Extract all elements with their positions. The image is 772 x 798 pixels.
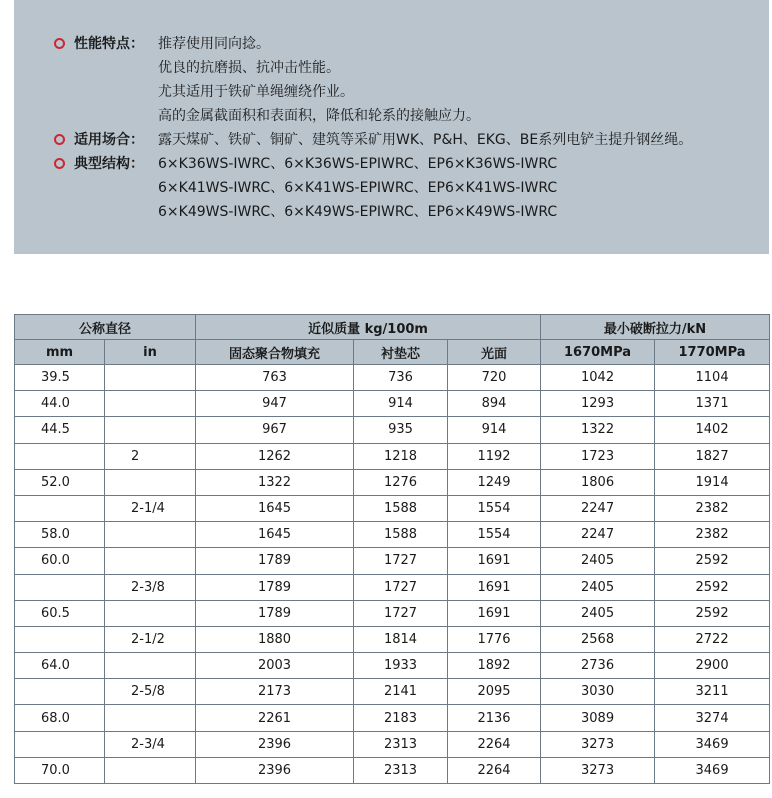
table-row [15,731,770,757]
spec-table [14,314,770,784]
cell-1770: 2382 [655,522,770,548]
table-row [15,574,770,600]
cell-solid: 947 [196,391,354,417]
cell-pad: 736 [354,365,448,391]
cell-in: 2-1/4 [105,495,196,521]
cell-solid: 1645 [196,522,354,548]
header-break: 最小破断拉力/kN [541,315,770,340]
feature-label: 性能特点： [74,36,144,52]
cell-1670: 2405 [541,548,655,574]
cell-pad: 914 [354,391,448,417]
cell-1670: 1322 [541,417,655,443]
cell-1770: 2382 [655,495,770,521]
cell-in [105,417,196,443]
header-mass: 近似质量 kg/100m [196,315,541,340]
cell-solid: 1789 [196,574,354,600]
cell-mm: 58.0 [15,522,105,548]
bullet-icon [54,134,65,145]
cell-bright: 914 [448,417,541,443]
cell-solid: 2396 [196,731,354,757]
header-mm: mm [15,340,105,365]
table-row [15,522,770,548]
cell-solid: 1645 [196,495,354,521]
cell-1670: 1723 [541,443,655,469]
feature-panel [14,0,769,254]
cell-pad: 1933 [354,653,448,679]
cell-1670: 1806 [541,469,655,495]
header-pad: 衬垫芯 [354,340,448,365]
bullet-icon [54,38,65,49]
cell-1770: 2592 [655,574,770,600]
cell-1770: 2592 [655,548,770,574]
header-solid: 固态聚合物填充 [196,340,354,365]
cell-pad: 2313 [354,731,448,757]
cell-1670: 2405 [541,574,655,600]
cell-1770: 1827 [655,443,770,469]
cell-bright: 720 [448,365,541,391]
cell-in: 2-1/2 [105,626,196,652]
table-row [15,417,770,443]
header-bright: 光面 [448,340,541,365]
cell-1770: 3211 [655,679,770,705]
cell-1770: 2900 [655,653,770,679]
cell-mm: 44.0 [15,391,105,417]
cell-solid: 2396 [196,757,354,783]
table-row [15,679,770,705]
table-row [15,653,770,679]
feature-line: 尤其适用于铁矿单绳缠绕作业。 [158,84,354,100]
cell-bright: 1892 [448,653,541,679]
cell-pad: 2141 [354,679,448,705]
cell-in [105,548,196,574]
table-row [15,757,770,783]
cell-in [105,600,196,626]
cell-mm: 52.0 [15,469,105,495]
cell-in: 2-3/8 [105,574,196,600]
cell-1670: 3089 [541,705,655,731]
table-row [15,705,770,731]
cell-solid: 2173 [196,679,354,705]
cell-mm: 60.5 [15,600,105,626]
cell-bright: 1554 [448,522,541,548]
cell-pad: 935 [354,417,448,443]
header-1770: 1770MPa [655,340,770,365]
cell-solid: 1322 [196,469,354,495]
cell-pad: 1276 [354,469,448,495]
cell-1770: 2592 [655,600,770,626]
cell-1670: 1042 [541,365,655,391]
cell-1670: 3273 [541,731,655,757]
group-header-row [15,315,770,340]
cell-bright: 1691 [448,548,541,574]
cell-solid: 2003 [196,653,354,679]
feature-line: 推荐使用同向捻。 [158,36,270,52]
spec-table-body [15,365,770,784]
cell-bright: 1192 [448,443,541,469]
cell-mm: 60.0 [15,548,105,574]
cell-mm [15,443,105,469]
cell-1770: 3469 [655,757,770,783]
feature-label: 典型结构： [74,156,144,172]
cell-in [105,522,196,548]
header-diameter: 公称直径 [15,315,196,340]
cell-in: 2-5/8 [105,679,196,705]
table-row [15,469,770,495]
table-row [15,548,770,574]
cell-mm: 64.0 [15,653,105,679]
cell-solid: 1789 [196,548,354,574]
header-1670: 1670MPa [541,340,655,365]
cell-1670: 2405 [541,600,655,626]
table-row [15,626,770,652]
cell-mm: 70.0 [15,757,105,783]
cell-mm: 44.5 [15,417,105,443]
cell-1770: 1104 [655,365,770,391]
cell-solid: 1789 [196,600,354,626]
cell-solid: 2261 [196,705,354,731]
cell-in [105,391,196,417]
cell-pad: 2313 [354,757,448,783]
cell-pad: 1814 [354,626,448,652]
sub-header-row [15,340,770,365]
cell-mm: 39.5 [15,365,105,391]
cell-pad: 1588 [354,495,448,521]
feature-line: 露天煤矿、铁矿、铜矿、建筑等采矿用WK、P&H、EKG、BE系列电铲主提升钢丝绳。 [158,132,693,148]
cell-mm [15,731,105,757]
cell-bright: 1554 [448,495,541,521]
cell-1670: 2568 [541,626,655,652]
table-row [15,600,770,626]
cell-bright: 2095 [448,679,541,705]
cell-solid: 763 [196,365,354,391]
table-row [15,495,770,521]
cell-1670: 1293 [541,391,655,417]
feature-label: 适用场合： [74,132,144,148]
cell-bright: 1691 [448,574,541,600]
cell-pad: 1727 [354,548,448,574]
cell-bright: 1776 [448,626,541,652]
cell-bright: 2264 [448,757,541,783]
cell-1770: 3274 [655,705,770,731]
cell-bright: 1691 [448,600,541,626]
cell-pad: 1727 [354,600,448,626]
cell-solid: 967 [196,417,354,443]
cell-mm [15,574,105,600]
cell-1670: 2247 [541,522,655,548]
feature-line: 优良的抗磨损、抗冲击性能。 [158,60,340,76]
cell-1770: 2722 [655,626,770,652]
table-row [15,365,770,391]
bullet-icon [54,158,65,169]
cell-in: 2 [105,443,196,469]
cell-pad: 1588 [354,522,448,548]
cell-in [105,365,196,391]
cell-1770: 1371 [655,391,770,417]
cell-bright: 1249 [448,469,541,495]
cell-in [105,469,196,495]
cell-1770: 1914 [655,469,770,495]
feature-line: 高的金属截面积和表面积，降低和轮系的接触应力。 [158,108,480,124]
cell-pad: 1727 [354,574,448,600]
cell-1770: 3469 [655,731,770,757]
cell-1670: 2247 [541,495,655,521]
cell-bright: 894 [448,391,541,417]
cell-1770: 1402 [655,417,770,443]
feature-line: 6×K41WS-IWRC、6×K41WS-EPIWRC、EP6×K41WS-IWRC [158,180,558,196]
cell-pad: 2183 [354,705,448,731]
feature-line: 6×K36WS-IWRC、6×K36WS-EPIWRC、EP6×K36WS-IWRC [158,156,558,172]
cell-1670: 3030 [541,679,655,705]
cell-in [105,705,196,731]
table-row [15,391,770,417]
cell-solid: 1880 [196,626,354,652]
cell-in: 2-3/4 [105,731,196,757]
cell-mm: 68.0 [15,705,105,731]
cell-1670: 3273 [541,757,655,783]
feature-line: 6×K49WS-IWRC、6×K49WS-EPIWRC、EP6×K49WS-IWRC [158,204,558,220]
cell-in [105,653,196,679]
cell-pad: 1218 [354,443,448,469]
cell-mm [15,626,105,652]
cell-bright: 2136 [448,705,541,731]
header-in: in [105,340,196,365]
cell-mm [15,495,105,521]
cell-solid: 1262 [196,443,354,469]
cell-1670: 2736 [541,653,655,679]
cell-in [105,757,196,783]
cell-mm [15,679,105,705]
cell-bright: 2264 [448,731,541,757]
table-row [15,443,770,469]
